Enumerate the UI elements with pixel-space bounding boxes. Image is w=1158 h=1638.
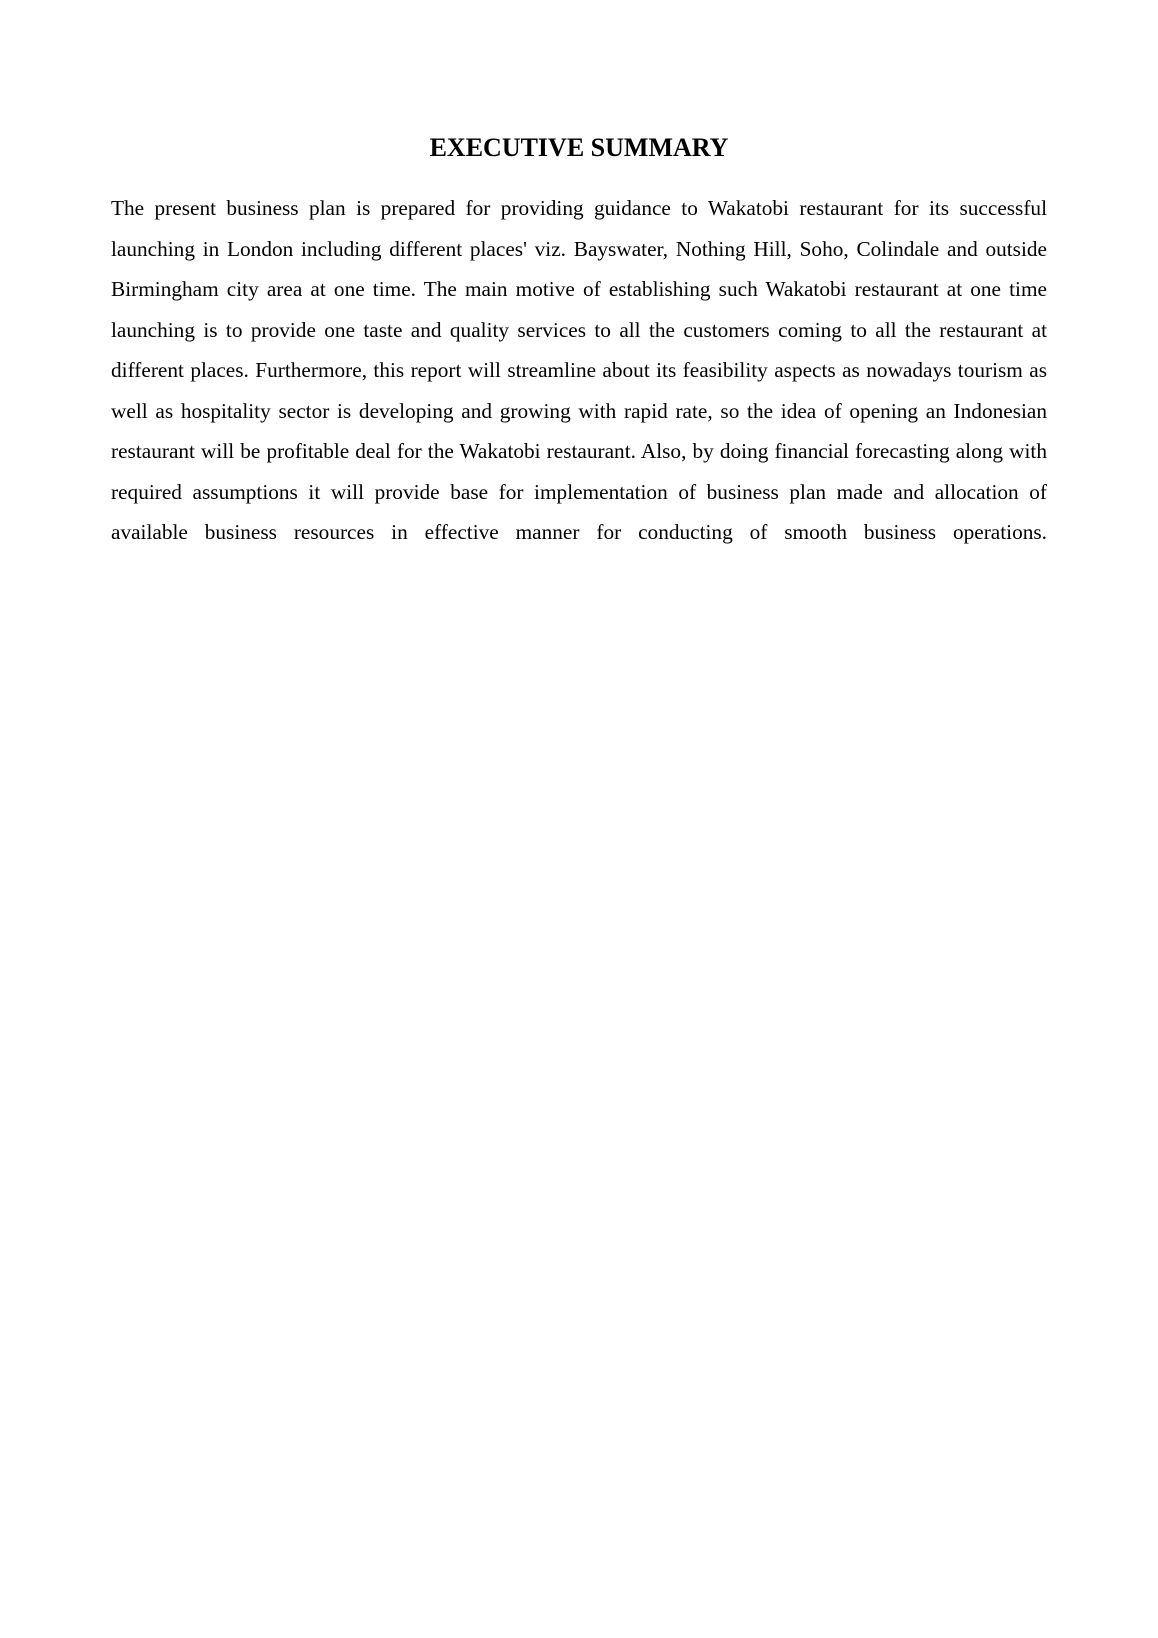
- page-title: EXECUTIVE SUMMARY: [429, 133, 729, 162]
- summary-paragraph: The present business plan is prepared for providing guidance to Wakatobi restaurant for its successful launching in London including different places' viz. Bayswater, Nothing Hill, Soho, Colindale and outside Birmingham city area at one time. The main motive of establishing such Wakatobi restaurant at one time launching is to provide one taste and quality services to all the customers coming to all the restaurant at different places. Furthermore, this report will streamline about its feasibility aspects as nowadays tourism as well as hospitality sector is developing and growing with rapid rate, so the idea of opening an Indonesian restaurant will be profitable deal for the Wakatobi restaurant. Also, by doing financial forecasting along with required assumptions it will provide base for implementation of business plan made and allocation of available business resources in effective manner for conducting of smooth business operations.: [111, 196, 1047, 544]
